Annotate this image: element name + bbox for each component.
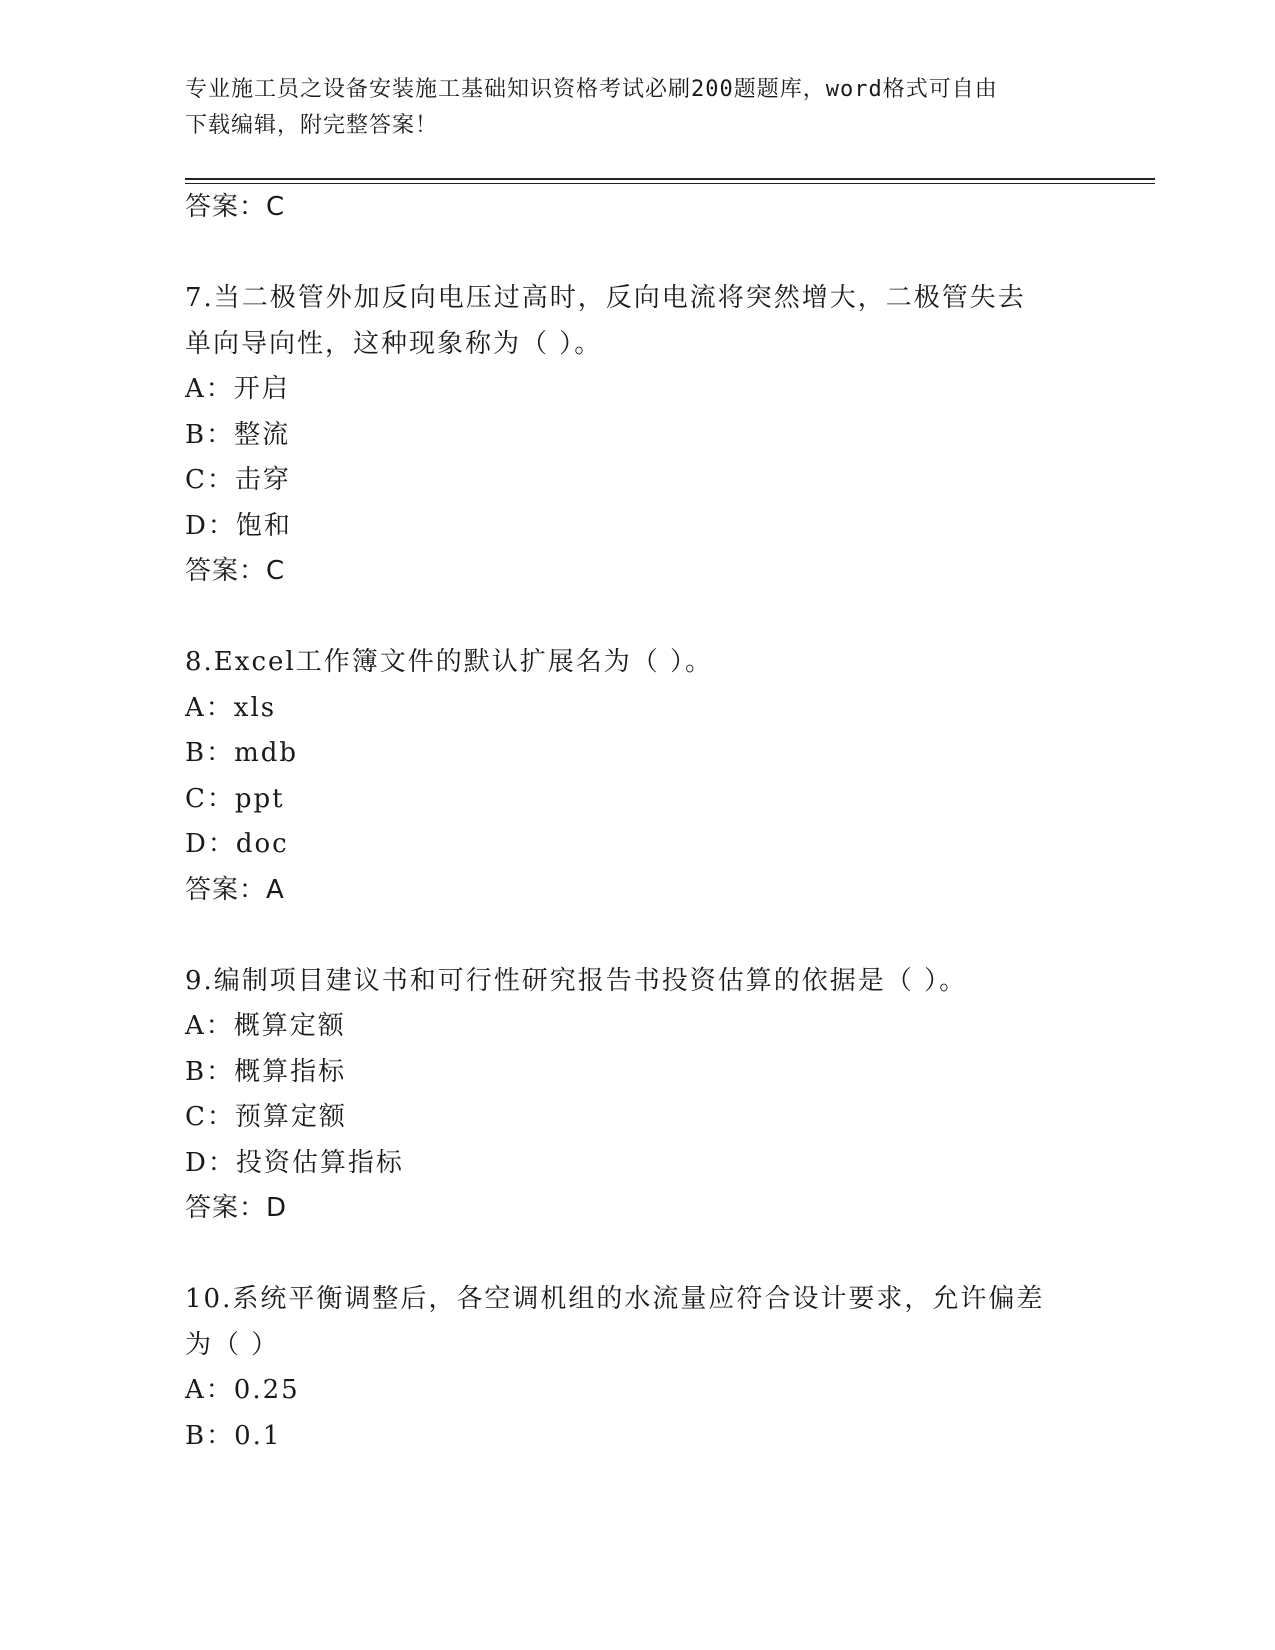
q10-text-line-1: 10.系统平衡调整后，各空调机组的水流量应符合设计要求，允许偏差 — [185, 1284, 1045, 1314]
q10-text-line-2: 为（ ） — [185, 1329, 280, 1360]
q9-option-a: A：概算定额 — [185, 1011, 346, 1041]
q8-option-c: C：ppt — [185, 783, 285, 814]
q8-option-a: A：xls — [185, 692, 277, 723]
q10-option-b: B：0.1 — [185, 1420, 282, 1451]
spacer — [185, 231, 1085, 277]
q8-option-d: D：doc — [185, 829, 289, 859]
spacer — [185, 913, 1085, 959]
q7-option-d: D：饱和 — [185, 510, 292, 541]
q9-option-b: B：概算指标 — [185, 1056, 347, 1087]
q9-answer: 答案：D — [185, 1193, 288, 1223]
spacer — [185, 1232, 1085, 1278]
header-line-1: 专业施工员之设备安装施工基础知识资格考试必刷200题题库，word格式可自由 — [185, 77, 998, 102]
spacer — [185, 595, 1085, 641]
question-10 — [185, 1277, 1085, 1459]
q7-answer: 答案：C — [185, 556, 286, 586]
q6-answer: 答案：C — [185, 192, 286, 222]
document-header — [185, 72, 1085, 144]
q10-option-a: A：0.25 — [185, 1375, 300, 1405]
header-line-2: 下载编辑，附完整答案！ — [185, 113, 439, 138]
q9-option-c: C：预算定额 — [185, 1102, 347, 1132]
q9-option-d: D：投资估算指标 — [185, 1147, 404, 1178]
question-7 — [185, 276, 1085, 595]
q8-option-b: B：mdb — [185, 738, 299, 768]
question-8 — [185, 640, 1085, 913]
q8-answer: 答案：A — [185, 874, 285, 905]
q7-text-line-2: 单向导向性，这种现象称为（ ）。 — [185, 328, 603, 359]
q7-text-line-1: 7.当二极管外加反向电压过高时，反向电流将突然增大，二极管失去 — [185, 283, 1026, 313]
q7-option-c: C：击穿 — [185, 465, 291, 495]
header-divider-thin — [185, 183, 1155, 184]
q8-text-line-1: 8.Excel工作簿文件的默认扩展名为（ ）。 — [185, 647, 713, 677]
q7-option-b: B：整流 — [185, 419, 291, 450]
header-divider-thick — [185, 178, 1155, 180]
q7-option-a: A：开启 — [185, 374, 290, 404]
question-9 — [185, 959, 1085, 1232]
question-list — [185, 185, 1085, 1459]
q9-text-line-1: 9.编制项目建议书和可行性研究报告书投资估算的依据是（ ）。 — [185, 965, 968, 996]
